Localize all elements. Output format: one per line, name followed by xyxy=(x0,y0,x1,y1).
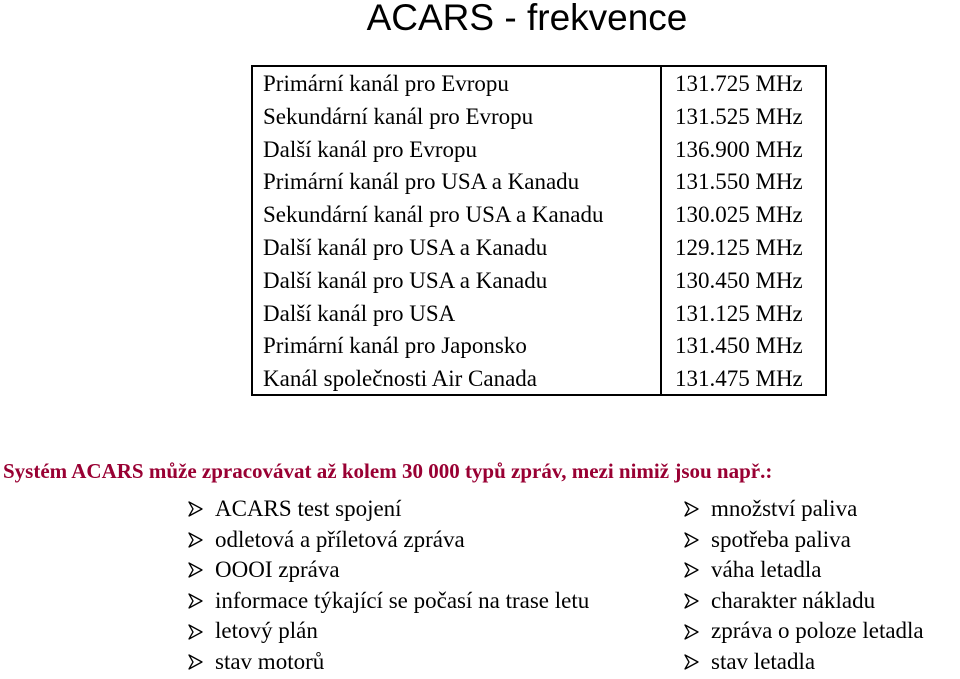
arrowhead-bullet-icon xyxy=(683,624,699,640)
list-item-label: stav motorů xyxy=(215,648,325,674)
channel-name: Sekundární kanál pro Evropu xyxy=(263,103,534,129)
arrowhead-bullet-icon xyxy=(683,501,699,517)
arrowhead-bullet-icon xyxy=(683,593,699,609)
channel-name: Další kanál pro USA a Kanadu xyxy=(263,267,548,293)
list-item-label: stav letadla xyxy=(711,648,816,674)
message-list-right xyxy=(683,494,924,678)
frequency-value: 131.550 MHz xyxy=(675,169,803,195)
arrowhead-bullet-icon xyxy=(187,654,203,670)
list-item xyxy=(683,616,924,647)
list-item xyxy=(187,586,589,617)
list-item xyxy=(683,525,924,556)
list-item-label: zpráva o poloze letadla xyxy=(711,618,924,644)
arrowhead-bullet-icon xyxy=(187,532,203,548)
list-item xyxy=(187,555,589,586)
frequency-value: 131.525 MHz xyxy=(675,103,803,129)
channel-name: Kanál společnosti Air Canada xyxy=(263,366,538,392)
channel-name: Další kanál pro USA xyxy=(263,300,456,326)
frequency-value: 130.025 MHz xyxy=(675,202,803,228)
list-item-label: váha letadla xyxy=(711,557,822,583)
channel-name: Další kanál pro USA a Kanadu xyxy=(263,234,548,260)
list-item-label: množství paliva xyxy=(711,496,858,521)
list-item-label: charakter nákladu xyxy=(711,587,876,613)
arrowhead-bullet-icon xyxy=(683,654,699,670)
frequency-table xyxy=(251,65,827,396)
frequency-value: 130.450 MHz xyxy=(675,267,803,293)
list-item xyxy=(683,586,924,617)
frequency-value: 131.725 MHz xyxy=(675,71,803,96)
channel-name: Další kanál pro Evropu xyxy=(263,136,477,162)
list-item xyxy=(683,494,924,525)
list-item-label: spotřeba paliva xyxy=(711,526,851,552)
list-item xyxy=(187,525,589,556)
channel-name: Primární kanál pro Japonsko xyxy=(263,333,527,359)
arrowhead-bullet-icon xyxy=(683,562,699,578)
list-item-label: ACARS test spojení xyxy=(215,496,402,521)
channel-column xyxy=(253,67,662,394)
arrowhead-bullet-icon xyxy=(187,593,203,609)
frequency-value: 131.125 MHz xyxy=(675,300,803,326)
list-item xyxy=(683,647,924,678)
list-item-label: letový plán xyxy=(215,618,318,644)
message-list-left xyxy=(187,494,589,678)
list-item xyxy=(683,555,924,586)
message-types-note: Systém ACARS může zpracovávat až kolem 30 000 typů zpráv, mezi nimiž jsou např.: xyxy=(3,459,773,483)
list-item xyxy=(187,616,589,647)
channel-name: Primární kanál pro USA a Kanadu xyxy=(263,169,580,195)
arrowhead-bullet-icon xyxy=(187,624,203,640)
page-title: ACARS - frekvence xyxy=(366,0,688,38)
arrowhead-bullet-icon xyxy=(187,562,203,578)
list-item xyxy=(187,647,589,678)
frequency-value: 136.900 MHz xyxy=(675,136,803,162)
list-item-label: OOOI zpráva xyxy=(215,557,340,583)
channel-name: Sekundární kanál pro USA a Kanadu xyxy=(263,202,604,228)
arrowhead-bullet-icon xyxy=(683,532,699,548)
list-item-label: informace týkající se počasí na trase letu xyxy=(215,587,590,613)
frequency-column xyxy=(662,67,825,394)
frequency-value: 129.125 MHz xyxy=(675,234,803,260)
arrowhead-bullet-icon xyxy=(187,501,203,517)
list-item-label: odletová a příletová zpráva xyxy=(215,526,465,552)
list-item xyxy=(187,494,589,525)
channel-name: Primární kanál pro Evropu xyxy=(263,71,509,96)
frequency-value: 131.450 MHz xyxy=(675,333,803,359)
frequency-value: 131.475 MHz xyxy=(675,366,803,392)
